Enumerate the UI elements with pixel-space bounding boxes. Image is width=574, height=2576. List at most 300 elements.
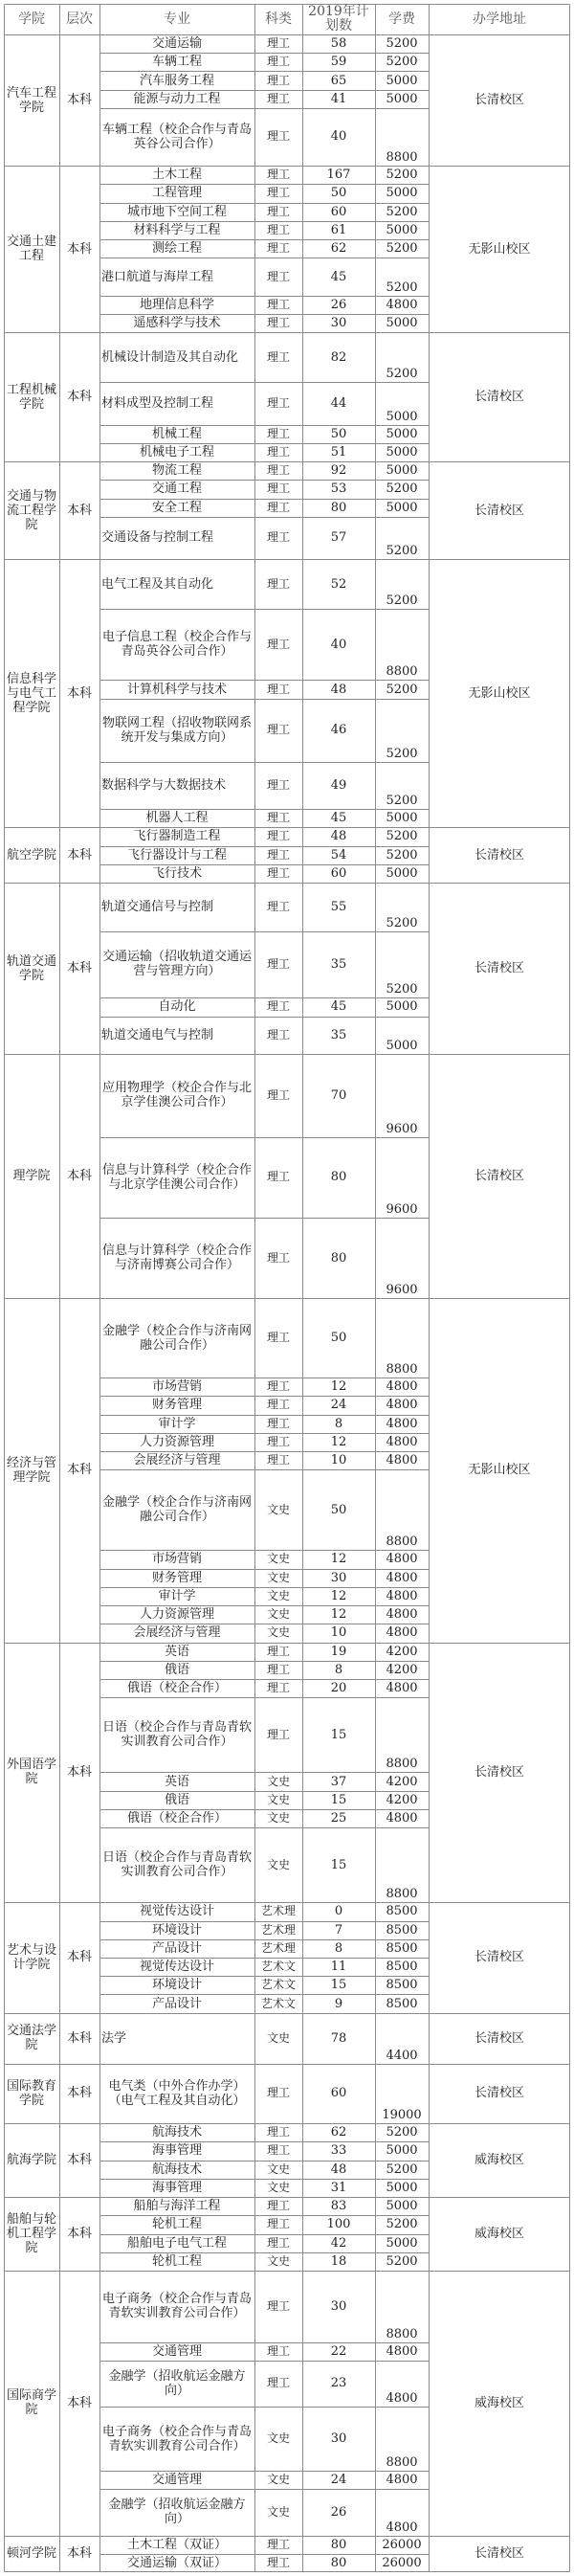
plan-count: 10 bbox=[330, 1453, 347, 1468]
college-name: 交通与物流工程学院 bbox=[6, 488, 56, 532]
subject-category: 理工 bbox=[266, 1453, 290, 1467]
major-name: 交通运输（招收轨道交通运营与管理方向） bbox=[101, 950, 252, 979]
major-name: 电气类（中外合作办学）（电气工程及其自动化） bbox=[108, 2078, 246, 2108]
plan-count: 60 bbox=[330, 204, 347, 219]
tuition-fee: 5200 bbox=[386, 55, 418, 70]
plan-count: 40 bbox=[330, 129, 347, 145]
subject-category: 理工 bbox=[266, 530, 290, 545]
plan-count: 12 bbox=[330, 1552, 347, 1567]
plan-count: 35 bbox=[330, 1027, 347, 1042]
plan-count: 37 bbox=[330, 1774, 347, 1789]
plan-count: 24 bbox=[330, 2473, 347, 2488]
campus-name: 长清校区 bbox=[474, 1169, 524, 1184]
college-name: 外国语学院 bbox=[6, 1758, 56, 1787]
plan-count: 25 bbox=[330, 1811, 347, 1826]
major-name: 机械电子工程 bbox=[139, 444, 214, 459]
plan-count: 41 bbox=[330, 91, 347, 106]
major-name: 俄语 bbox=[164, 1792, 189, 1807]
major-name: 会展经济与管理 bbox=[133, 1453, 221, 1468]
subject-category: 理工 bbox=[266, 1398, 290, 1412]
plan-count: 80 bbox=[330, 1250, 347, 1266]
campus-name: 长清校区 bbox=[474, 503, 524, 518]
major-name: 船舶与海洋工程 bbox=[133, 2199, 221, 2214]
tuition-fee: 4800 bbox=[386, 2390, 418, 2406]
campus-name: 长清校区 bbox=[474, 847, 524, 862]
major-name: 能源与动力工程 bbox=[133, 91, 221, 106]
subject-category: 艺术文 bbox=[260, 1996, 296, 2010]
major-name: 市场营销 bbox=[151, 1552, 202, 1567]
subject-category: 理工 bbox=[266, 2086, 290, 2100]
campus-name: 威海校区 bbox=[474, 2395, 524, 2410]
major-name: 日语（校企合作与青岛青软实训教育公司合作） bbox=[101, 1850, 252, 1880]
subject-category: 理工 bbox=[266, 956, 290, 971]
tuition-fee: 4800 bbox=[386, 1379, 418, 1395]
plan-count: 30 bbox=[330, 316, 347, 331]
major-name: 飞行器设计与工程 bbox=[126, 847, 227, 862]
plan-count: 7 bbox=[334, 1922, 343, 1938]
major-name: 机器人工程 bbox=[145, 811, 209, 826]
subject-category: 文史 bbox=[266, 1792, 290, 1806]
major-name: 电气工程及其自动化 bbox=[101, 576, 214, 592]
campus-name: 长清校区 bbox=[474, 93, 524, 108]
plan-count: 80 bbox=[330, 2537, 347, 2552]
major-name: 金融学（招收航运金融方向） bbox=[108, 2368, 246, 2398]
plan-count: 50 bbox=[330, 186, 347, 201]
plan-count: 53 bbox=[330, 482, 347, 497]
college-name: 国际商学院 bbox=[6, 2388, 56, 2418]
plan-count: 92 bbox=[330, 463, 347, 479]
plan-count: 19 bbox=[330, 1644, 347, 1659]
plan-count: 70 bbox=[330, 1087, 347, 1103]
plan-count: 11 bbox=[330, 1960, 347, 1975]
major-name: 会展经济与管理 bbox=[133, 1625, 221, 1641]
campus-name: 无影山校区 bbox=[468, 241, 531, 257]
subject-category: 文史 bbox=[266, 1607, 290, 1622]
campus-name: 无影山校区 bbox=[468, 1463, 531, 1478]
enrollment-plan-table bbox=[4, 4, 570, 2572]
major-name: 日语（校企合作与青岛青软实训教育公司合作） bbox=[101, 1720, 252, 1750]
major-name: 俄语（校企合作） bbox=[126, 1811, 227, 1826]
major-name: 交通工程 bbox=[151, 482, 202, 497]
subject-category: 文史 bbox=[266, 2162, 290, 2176]
tuition-fee: 5200 bbox=[386, 847, 418, 862]
plan-count: 80 bbox=[330, 2555, 347, 2570]
tuition-fee: 5000 bbox=[386, 444, 418, 459]
subject-category: 理工 bbox=[266, 723, 290, 737]
major-name: 俄语 bbox=[164, 1662, 189, 1677]
tuition-fee: 8500 bbox=[386, 1960, 418, 1975]
plan-count: 45 bbox=[330, 269, 347, 284]
tuition-fee: 5200 bbox=[386, 36, 418, 52]
major-name: 物流工程 bbox=[151, 463, 202, 479]
plan-count: 0 bbox=[334, 1904, 343, 1919]
plan-count: 51 bbox=[330, 444, 347, 459]
major-name: 自动化 bbox=[158, 999, 196, 1015]
plan-count: 57 bbox=[330, 530, 347, 546]
major-name: 人力资源管理 bbox=[139, 1434, 214, 1449]
subject-category: 理工 bbox=[266, 426, 290, 440]
plan-count: 15 bbox=[330, 1727, 347, 1742]
major-name: 飞行技术 bbox=[151, 865, 202, 881]
subject-category: 理工 bbox=[266, 1644, 290, 1658]
tuition-fee: 4800 bbox=[386, 1588, 418, 1603]
degree-level: 本科 bbox=[66, 847, 92, 862]
college-name: 交通土建工程 bbox=[6, 235, 56, 264]
tuition-fee: 4800 bbox=[386, 1607, 418, 1623]
tuition-fee: 8800 bbox=[386, 150, 418, 166]
plan-count: 167 bbox=[326, 168, 351, 183]
subject-category: 理工 bbox=[266, 129, 290, 144]
plan-count: 82 bbox=[330, 349, 347, 365]
subject-category: 艺术文 bbox=[260, 1960, 296, 1974]
major-name: 环境设计 bbox=[151, 1922, 202, 1938]
plan-count: 33 bbox=[330, 2143, 347, 2159]
header-tuition: 学费 bbox=[388, 11, 415, 27]
plan-count: 49 bbox=[330, 777, 347, 793]
tuition-fee: 5200 bbox=[386, 982, 418, 997]
subject-category: 理工 bbox=[266, 222, 290, 236]
degree-level: 本科 bbox=[66, 961, 92, 976]
degree-level: 本科 bbox=[66, 2030, 92, 2046]
subject-category: 理工 bbox=[266, 298, 290, 312]
tuition-fee: 4800 bbox=[386, 1552, 418, 1567]
tuition-fee: 5200 bbox=[386, 794, 418, 809]
major-name: 金融学（校企合作与济南网融公司合作） bbox=[101, 1495, 252, 1525]
plan-count: 26 bbox=[330, 298, 347, 313]
campus-name: 无影山校区 bbox=[468, 685, 531, 701]
college-name: 航海学院 bbox=[6, 2153, 56, 2168]
tuition-fee: 5200 bbox=[386, 2253, 418, 2269]
subject-category: 文史 bbox=[266, 1811, 290, 1825]
tuition-fee: 5200 bbox=[386, 204, 418, 219]
major-name: 视觉传达设计 bbox=[139, 1960, 214, 1975]
tuition-fee: 8800 bbox=[386, 1534, 418, 1550]
campus-name: 威海校区 bbox=[474, 2227, 524, 2242]
degree-level: 本科 bbox=[66, 1764, 92, 1780]
major-name: 航海技术 bbox=[151, 2162, 202, 2177]
plan-count: 23 bbox=[330, 2376, 347, 2391]
subject-category: 文史 bbox=[266, 2253, 290, 2268]
major-name: 信息与计算科学（校企合作与济南博赛公司合作） bbox=[101, 1243, 252, 1272]
college-name: 艺术与设计学院 bbox=[6, 1942, 56, 1972]
tuition-fee: 8800 bbox=[386, 1757, 418, 1772]
subject-category: 理工 bbox=[266, 2199, 290, 2213]
plan-count: 60 bbox=[330, 865, 347, 881]
subject-category: 艺术理 bbox=[260, 1922, 296, 1937]
plan-count: 9 bbox=[334, 1996, 343, 2011]
tuition-fee: 5000 bbox=[386, 500, 418, 515]
tuition-fee: 5000 bbox=[386, 463, 418, 479]
header-category: 科类 bbox=[265, 11, 292, 27]
tuition-fee: 5000 bbox=[386, 73, 418, 88]
tuition-fee: 4800 bbox=[386, 1811, 418, 1826]
subject-category: 理工 bbox=[266, 1250, 290, 1265]
subject-category: 理工 bbox=[266, 2235, 290, 2250]
major-name: 产品设计 bbox=[151, 1996, 202, 2011]
plan-count: 54 bbox=[330, 847, 347, 862]
major-name: 财务管理 bbox=[151, 1398, 202, 1413]
subject-category: 理工 bbox=[266, 395, 290, 410]
major-name: 信息与计算科学（校企合作与北京学佳澳公司合作） bbox=[101, 1162, 252, 1192]
major-name: 土木工程 bbox=[151, 168, 202, 183]
major-name: 金融学（招收航运金融方向） bbox=[108, 2498, 246, 2527]
tuition-fee: 5200 bbox=[386, 241, 418, 257]
major-name: 城市地下空间工程 bbox=[126, 204, 227, 219]
tuition-fee: 5000 bbox=[386, 186, 418, 201]
subject-category: 艺术理 bbox=[260, 1940, 296, 1955]
tuition-fee: 5200 bbox=[386, 482, 418, 497]
plan-count: 8 bbox=[334, 1662, 343, 1677]
major-name: 人力资源管理 bbox=[139, 1607, 214, 1623]
campus-name: 长清校区 bbox=[474, 2086, 524, 2101]
major-name: 应用物理学（校企合作与北京学佳澳公司合作） bbox=[101, 1081, 252, 1110]
degree-level: 本科 bbox=[66, 503, 92, 518]
plan-count: 8 bbox=[334, 1940, 343, 1956]
major-name: 交通运输 bbox=[151, 36, 202, 52]
subject-category: 理工 bbox=[266, 91, 290, 105]
plan-count: 42 bbox=[330, 2235, 347, 2251]
tuition-fee: 5200 bbox=[386, 544, 418, 559]
plan-count: 48 bbox=[330, 682, 347, 697]
college-name: 理学院 bbox=[12, 1169, 51, 1184]
major-name: 材料科学与工程 bbox=[133, 222, 221, 237]
subject-category: 理工 bbox=[266, 1027, 290, 1042]
tuition-fee: 4800 bbox=[386, 1570, 418, 1585]
major-name: 地理信息科学 bbox=[139, 298, 214, 313]
major-name: 轮机工程 bbox=[151, 2217, 202, 2232]
plan-count: 60 bbox=[330, 2086, 347, 2101]
tuition-fee: 5000 bbox=[386, 409, 418, 424]
major-name: 汽车服务工程 bbox=[139, 73, 214, 88]
tuition-fee: 26000 bbox=[382, 2555, 422, 2570]
subject-category: 文史 bbox=[266, 2473, 290, 2487]
campus-name: 长清校区 bbox=[474, 2546, 524, 2562]
header-level: 层次 bbox=[66, 11, 93, 27]
header-plan: 2019年计划数 bbox=[308, 4, 369, 34]
degree-level: 本科 bbox=[66, 2546, 92, 2562]
major-name: 财务管理 bbox=[151, 1570, 202, 1585]
subject-category: 文史 bbox=[266, 1502, 290, 1516]
tuition-fee: 4200 bbox=[386, 1644, 418, 1659]
major-name: 遥感科学与技术 bbox=[133, 316, 221, 331]
major-name: 材料成型及控制工程 bbox=[101, 395, 214, 411]
plan-count: 62 bbox=[330, 2125, 347, 2140]
college-name: 航空学院 bbox=[6, 847, 56, 862]
major-name: 海事管理 bbox=[151, 2180, 202, 2195]
subject-category: 理工 bbox=[266, 241, 290, 256]
major-name: 航海技术 bbox=[151, 2125, 202, 2140]
tuition-fee: 8500 bbox=[386, 1922, 418, 1938]
degree-level: 本科 bbox=[66, 1950, 92, 1965]
plan-count: 35 bbox=[330, 956, 347, 972]
tuition-fee: 5200 bbox=[386, 280, 418, 295]
plan-count: 15 bbox=[330, 1857, 347, 1872]
college-name: 顿河学院 bbox=[6, 2546, 56, 2562]
tuition-fee: 4200 bbox=[386, 1774, 418, 1789]
plan-count: 78 bbox=[330, 2030, 347, 2046]
tuition-fee: 9600 bbox=[386, 1121, 418, 1136]
subject-category: 理工 bbox=[266, 1727, 290, 1741]
tuition-fee: 5000 bbox=[386, 2235, 418, 2251]
plan-count: 100 bbox=[326, 2217, 351, 2232]
major-name: 测绘工程 bbox=[151, 241, 202, 257]
college-name: 经济与管理学院 bbox=[6, 1455, 56, 1485]
campus-name: 长清校区 bbox=[474, 1950, 524, 1965]
subject-category: 理工 bbox=[266, 349, 290, 364]
subject-category: 理工 bbox=[266, 847, 290, 862]
plan-count: 18 bbox=[330, 2253, 347, 2269]
degree-level: 本科 bbox=[66, 390, 92, 405]
subject-category: 理工 bbox=[266, 2376, 290, 2390]
campus-name: 威海校区 bbox=[474, 2153, 524, 2168]
subject-category: 理工 bbox=[266, 1416, 290, 1430]
degree-level: 本科 bbox=[66, 2395, 92, 2410]
plan-count: 24 bbox=[330, 1398, 347, 1413]
tuition-fee: 5200 bbox=[386, 2125, 418, 2140]
tuition-fee: 9600 bbox=[386, 1283, 418, 1298]
subject-category: 文史 bbox=[266, 2504, 290, 2519]
plan-count: 83 bbox=[330, 2199, 347, 2214]
plan-count: 22 bbox=[330, 2343, 347, 2359]
campus-name: 长清校区 bbox=[474, 1764, 524, 1780]
tuition-fee: 4800 bbox=[386, 2343, 418, 2359]
subject-category: 理工 bbox=[266, 811, 290, 825]
major-name: 交通管理 bbox=[151, 2473, 202, 2488]
tuition-fee: 5200 bbox=[386, 168, 418, 183]
major-name: 环境设计 bbox=[151, 1978, 202, 1993]
tuition-fee: 4800 bbox=[386, 1681, 418, 1696]
plan-count: 55 bbox=[330, 899, 347, 914]
major-name: 轮机工程 bbox=[151, 2253, 202, 2269]
subject-category: 理工 bbox=[266, 637, 290, 651]
plan-count: 31 bbox=[330, 2180, 347, 2195]
subject-category: 理工 bbox=[266, 55, 290, 69]
plan-count: 45 bbox=[330, 811, 347, 826]
plan-count: 12 bbox=[330, 1434, 347, 1449]
major-name: 海事管理 bbox=[151, 2143, 202, 2159]
tuition-fee: 5200 bbox=[386, 682, 418, 697]
tuition-fee: 5000 bbox=[386, 91, 418, 106]
major-name: 俄语（校企合作） bbox=[126, 1681, 227, 1696]
degree-level: 本科 bbox=[66, 1169, 92, 1184]
major-name: 市场营销 bbox=[151, 1379, 202, 1395]
subject-category: 文史 bbox=[266, 1774, 290, 1788]
tuition-fee: 5000 bbox=[386, 222, 418, 237]
tuition-fee: 8800 bbox=[386, 2326, 418, 2341]
plan-count: 46 bbox=[330, 723, 347, 738]
degree-level: 本科 bbox=[66, 241, 92, 257]
subject-category: 艺术理 bbox=[260, 1904, 296, 1918]
plan-count: 30 bbox=[330, 2431, 347, 2447]
plan-count: 48 bbox=[330, 829, 347, 844]
header-college: 学院 bbox=[18, 11, 45, 27]
degree-level: 本科 bbox=[66, 93, 92, 108]
major-name: 数据科学与大数据技术 bbox=[101, 777, 227, 793]
subject-category: 文史 bbox=[266, 1570, 290, 1584]
tuition-fee: 4400 bbox=[386, 2048, 418, 2063]
major-name: 视觉传达设计 bbox=[139, 1904, 214, 1919]
plan-count: 44 bbox=[330, 395, 347, 411]
subject-category: 文史 bbox=[266, 2180, 290, 2194]
plan-count: 59 bbox=[330, 55, 347, 70]
tuition-fee: 5200 bbox=[386, 915, 418, 930]
plan-count: 15 bbox=[330, 1792, 347, 1807]
major-name: 物联网工程（招收物联网系统开发与集成方向） bbox=[101, 715, 252, 745]
degree-level: 本科 bbox=[66, 2227, 92, 2242]
major-name: 交通运输（双证） bbox=[126, 2555, 227, 2570]
tuition-fee: 5200 bbox=[386, 2162, 418, 2177]
major-name: 船舶电子电气工程 bbox=[126, 2235, 227, 2251]
tuition-fee: 5000 bbox=[386, 426, 418, 441]
subject-category: 理工 bbox=[266, 482, 290, 496]
major-name: 电子商务（校企合作与青岛青软实训教育公司合作） bbox=[101, 2292, 252, 2321]
plan-count: 50 bbox=[330, 426, 347, 441]
header-campus: 办学地址 bbox=[473, 11, 526, 27]
plan-count: 15 bbox=[330, 1978, 347, 1993]
subject-category: 理工 bbox=[266, 1087, 290, 1102]
tuition-fee: 5000 bbox=[386, 811, 418, 826]
tuition-fee: 8500 bbox=[386, 1904, 418, 1919]
tuition-fee: 19000 bbox=[382, 2108, 422, 2123]
subject-category: 文史 bbox=[266, 1552, 290, 1566]
subject-category: 理工 bbox=[266, 463, 290, 478]
subject-category: 理工 bbox=[266, 1331, 290, 1345]
plan-count: 12 bbox=[330, 1379, 347, 1395]
tuition-fee: 8800 bbox=[386, 664, 418, 680]
plan-count: 20 bbox=[330, 1681, 347, 1696]
subject-category: 理工 bbox=[266, 576, 290, 591]
major-name: 英语 bbox=[164, 1644, 189, 1659]
major-name: 电子商务（校企合作与青岛青软实训教育公司合作） bbox=[101, 2424, 252, 2453]
plan-count: 80 bbox=[330, 500, 347, 515]
major-name: 车辆工程 bbox=[151, 55, 202, 70]
degree-level: 本科 bbox=[66, 1463, 92, 1478]
tuition-fee: 5000 bbox=[386, 1039, 418, 1054]
tuition-fee: 8500 bbox=[386, 1996, 418, 2011]
degree-level: 本科 bbox=[66, 2153, 92, 2168]
college-name: 汽车工程学院 bbox=[6, 85, 56, 115]
subject-category: 理工 bbox=[266, 2537, 290, 2551]
subject-category: 理工 bbox=[266, 1681, 290, 1695]
tuition-fee: 8800 bbox=[386, 1362, 418, 1378]
tuition-fee: 5200 bbox=[386, 746, 418, 761]
tuition-fee: 4800 bbox=[386, 1398, 418, 1413]
subject-category: 理工 bbox=[266, 777, 290, 792]
major-name: 轨道交通信号与控制 bbox=[101, 899, 214, 914]
subject-category: 理工 bbox=[266, 1170, 290, 1184]
subject-category: 理工 bbox=[266, 500, 290, 514]
major-name: 产品设计 bbox=[151, 1940, 202, 1956]
campus-name: 长清校区 bbox=[474, 390, 524, 405]
subject-category: 理工 bbox=[266, 269, 290, 283]
tuition-fee: 4800 bbox=[386, 2473, 418, 2488]
plan-count: 48 bbox=[330, 2162, 347, 2177]
plan-count: 12 bbox=[330, 1588, 347, 1603]
tuition-fee: 8500 bbox=[386, 1940, 418, 1956]
college-name: 工程机械学院 bbox=[6, 382, 56, 412]
subject-category: 文史 bbox=[266, 2030, 290, 2045]
tuition-fee: 4800 bbox=[386, 1625, 418, 1641]
subject-category: 理工 bbox=[266, 2143, 290, 2158]
subject-category: 理工 bbox=[266, 36, 290, 51]
plan-count: 50 bbox=[330, 1331, 347, 1346]
subject-category: 理工 bbox=[266, 2298, 290, 2313]
major-name: 飞行器制造工程 bbox=[133, 829, 221, 844]
plan-count: 26 bbox=[330, 2504, 347, 2520]
major-name: 机械工程 bbox=[151, 426, 202, 441]
major-name: 审计学 bbox=[158, 1588, 196, 1603]
subject-category: 理工 bbox=[266, 316, 290, 330]
